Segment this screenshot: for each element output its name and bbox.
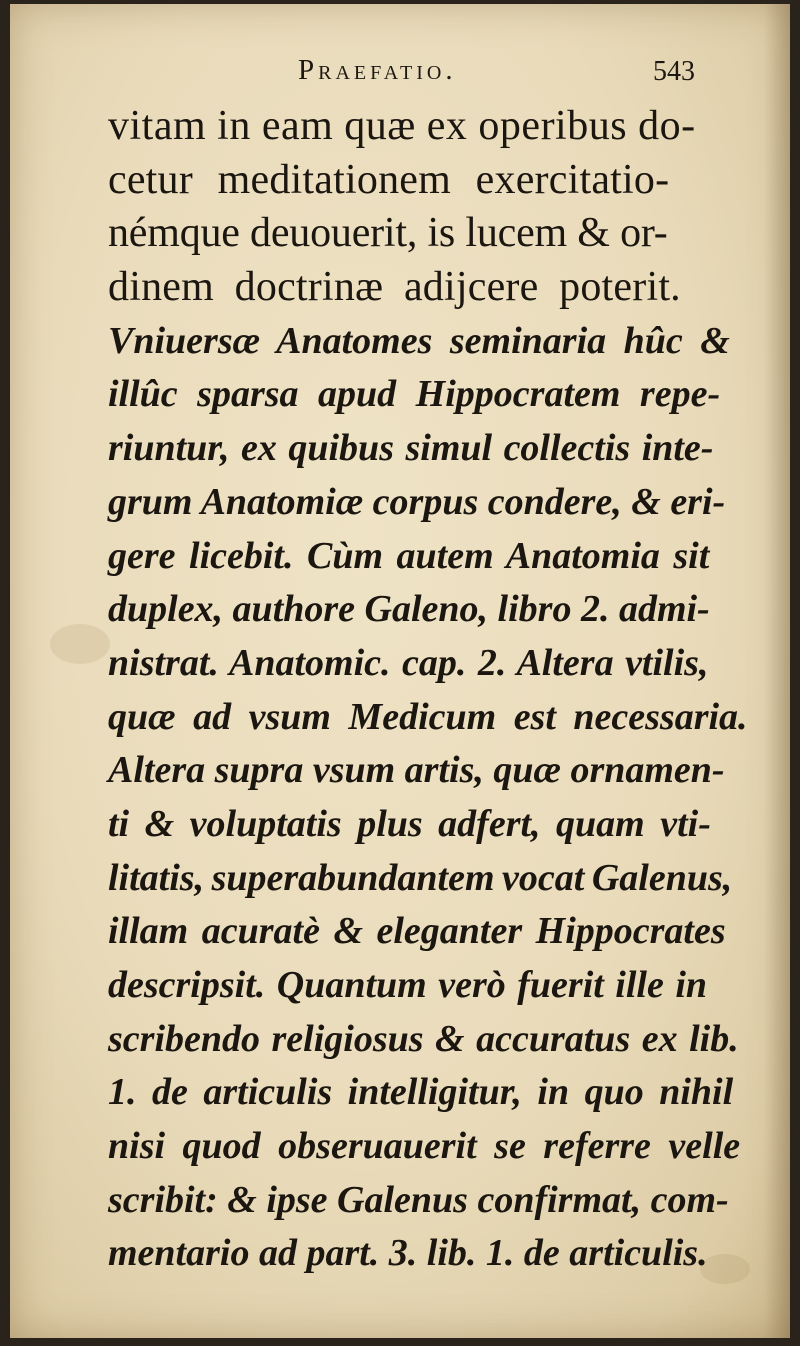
text-line: Altera supra vsum artis, quæ ornamen- [108,749,725,792]
text-line: grum Anatomiæ corpus condere, & eri- [108,480,726,523]
text-line: scribit: & ipse Galenus confirmat, com- [108,1178,729,1221]
text-line: dinem doctrinæ adijcere poterit. [108,264,681,311]
page-gutter-shadow [764,4,790,1338]
text-line: cetur meditationem exercitatio- [108,156,670,203]
running-head-title: Praefatio. [298,54,457,86]
text-line: 1. de articulis intelligitur, in quo nihil [108,1071,734,1114]
page-number: 543 [653,56,695,87]
text-line: illam acuratè & eleganter Hippocrates [108,910,726,953]
text-line: Vniuersæ Anatomes seminaria hûc & [108,319,730,362]
paper-stain [50,624,110,664]
text-line: ti & voluptatis plus adfert, quam vti- [108,802,711,845]
text-line: scribendo religiosus & accuratus ex lib. [108,1017,739,1060]
running-head [10,54,790,94]
body-text [108,100,748,1281]
text-line: mentario ad part. 3. lib. 1. de articulis. [108,1232,708,1275]
text-line: riuntur, ex quibus simul collectis inte- [108,427,714,470]
text-line: quæ ad vsum Medicum est necessaria. [108,695,748,738]
text-line: nistrat. Anatomic. cap. 2. Altera vtilis, [108,641,709,684]
text-line: némque deuouerit, is lucem & or- [108,210,668,257]
text-line: duplex, authore Galeno, libro 2. admi- [108,588,710,631]
text-line: nisi quod obseruauerit se referre velle [108,1125,741,1168]
text-line: vitam in eam quæ ex operibus do- [108,103,696,149]
text-line: illûc sparsa apud Hippocratem repe- [108,373,721,416]
text-line: gere licebit. Cùm autem Anatomia sit [108,534,710,577]
book-page [10,4,790,1338]
text-line: litatis, superabundantem vocat Galenus, [108,856,733,899]
text-line: descripsit. Quantum verò fuerit ille in [108,964,708,1006]
